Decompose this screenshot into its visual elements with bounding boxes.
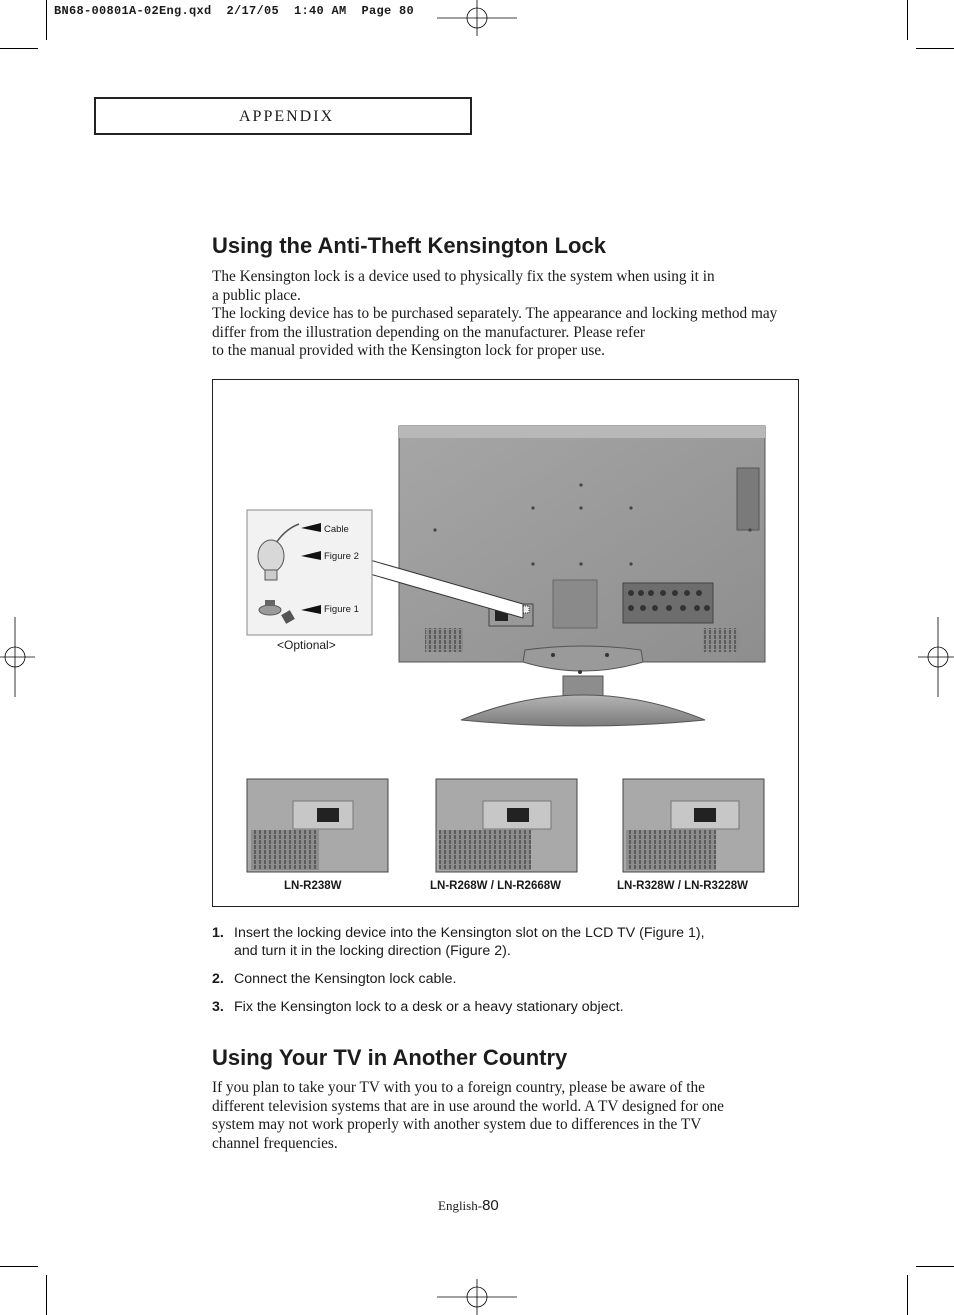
intro-line: a public place.: [212, 286, 301, 304]
label-cable: Cable: [324, 524, 349, 535]
label-figure-1: Figure 1: [324, 604, 359, 615]
page-number: 80: [482, 1197, 499, 1214]
step-text: Insert the locking device into the Kensington slot on the LCD TV (Figure 1),: [234, 925, 705, 941]
another-country-paragraph: [212, 1079, 724, 1153]
step-number: 3.: [212, 999, 224, 1015]
paragraph-line: different television systems that are in use around the world. A TV designed for one: [212, 1097, 724, 1115]
intro-line: The locking device has to be purchased separately. The appearance and locking method may: [212, 305, 778, 322]
model-thumbnail-ln-r268w: [436, 779, 577, 872]
step-text: Fix the Kensington lock to a desk or a heavy stationary object.: [234, 999, 624, 1015]
step-text: and turn it in the locking direction (Figure 2).: [234, 943, 511, 959]
intro-line: The Kensington lock is a device used to physically fix the system when using it in: [212, 268, 715, 285]
caption-ln-r328w: LN-R328W / LN-R3228W: [617, 880, 748, 892]
caption-ln-r268w: LN-R268W / LN-R2668W: [430, 880, 561, 892]
label-optional: <Optional>: [277, 638, 336, 652]
model-thumbnail-ln-r238w: [247, 779, 388, 872]
paragraph-line: channel frequencies.: [212, 1134, 338, 1152]
kensington-intro: [212, 268, 777, 361]
step-number: 1.: [212, 925, 224, 941]
footer-prefix: English-: [438, 1198, 483, 1213]
step-number: 2.: [212, 971, 224, 987]
print-slug: BN68-00801A-02Eng.qxd 2/17/05 1:40 AM Page 80: [54, 4, 415, 18]
page-footer: [438, 1197, 499, 1214]
intro-line: differ from the illustration depending on the manufacturer. Please refer: [212, 323, 645, 341]
caption-ln-r238w: LN-R238W: [284, 880, 342, 892]
paragraph-line: system may not work properly with another system due to differences in the TV: [212, 1116, 702, 1133]
tv-back-panel: [399, 426, 765, 662]
kensington-lock-inset: [247, 510, 372, 635]
paragraph-line: If you plan to take your TV with you to a foreign country, please be aware of the: [212, 1079, 705, 1096]
kensington-heading: Using the Anti-Theft Kensington Lock: [212, 233, 606, 258]
another-country-heading: Using Your TV in Another Country: [212, 1045, 568, 1070]
step-text: Connect the Kensington lock cable.: [234, 971, 457, 987]
intro-line: to the manual provided with the Kensington lock for proper use.: [212, 342, 605, 359]
illustration-box: [212, 379, 799, 907]
section-label: APPENDIX: [239, 108, 335, 125]
model-thumbnail-ln-r328w: [623, 779, 764, 872]
label-figure-2: Figure 2: [324, 551, 359, 562]
section-label-box: [94, 97, 472, 135]
